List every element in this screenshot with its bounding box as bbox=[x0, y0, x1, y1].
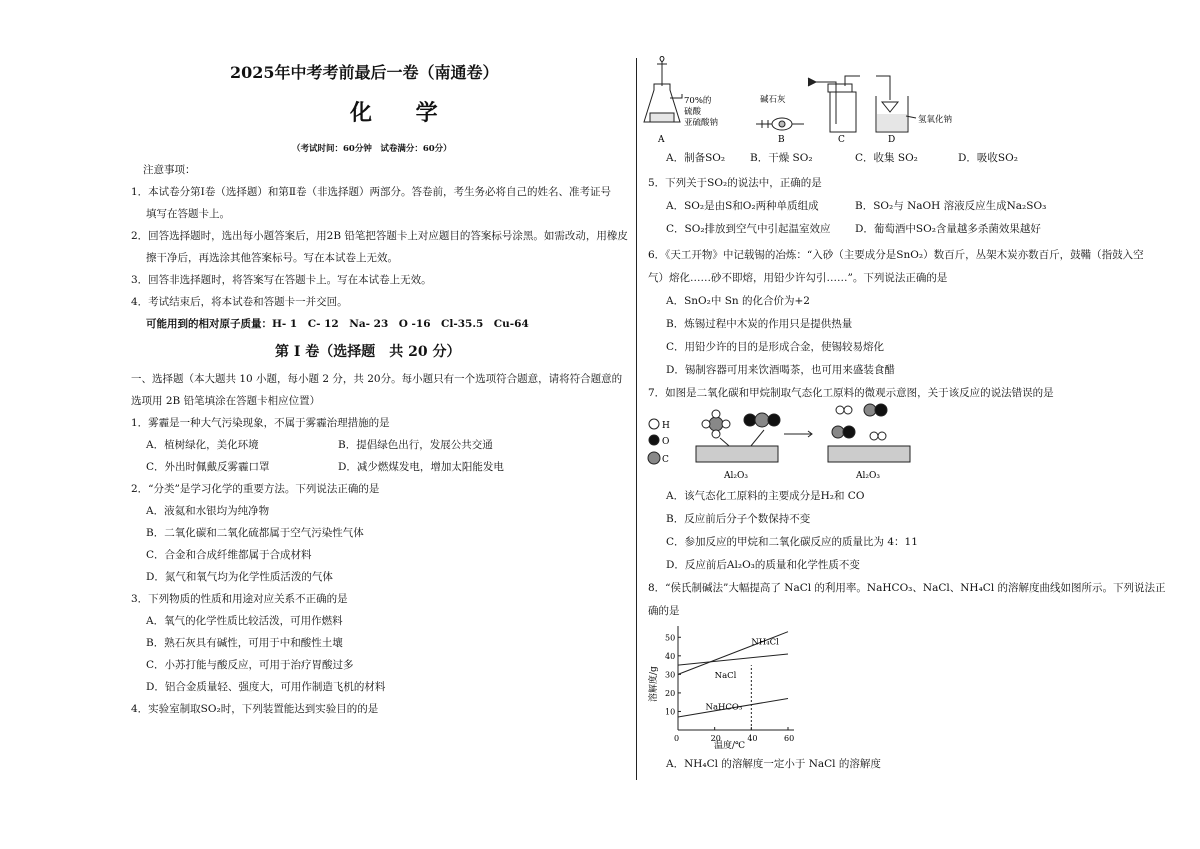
option: A．液氦和水银均为纯净物 bbox=[146, 505, 270, 517]
option: D．氮气和氧气均为化学性质活泼的气体 bbox=[146, 571, 333, 583]
exam-info: （考试时间：60分钟 试卷满分：60分） bbox=[292, 144, 452, 154]
question-stem: 确的是 bbox=[648, 605, 680, 617]
question-stem: 7．如图是二氧化碳和甲烷制取气态化工原料的微观示意图，关于该反应的说法错误的是 bbox=[648, 387, 1054, 399]
option: C．合金和合成纤维都属于合成材料 bbox=[146, 549, 312, 561]
question-stem: 3．下列物质的性质和用途对应关系不正确的是 bbox=[131, 593, 348, 605]
notes-heading: 注意事项： bbox=[143, 164, 196, 176]
section-intro: 选项用 2B 铅笔填涂在答题卡相应位置） bbox=[131, 395, 321, 407]
option: B．提倡绿色出行，发展公共交通 bbox=[338, 439, 493, 451]
catalyst-label: Al₂O₃ bbox=[724, 471, 748, 481]
option: B．反应前后分子个数保持不变 bbox=[666, 513, 811, 525]
fig-label: 碱石灰 bbox=[760, 95, 786, 105]
y-tick-label: 30 bbox=[665, 670, 676, 680]
series-label: NH₄Cl bbox=[751, 637, 779, 648]
option: D．减少燃煤发电，增加太阳能发电 bbox=[338, 461, 504, 473]
molecule-diagram bbox=[644, 402, 924, 486]
option: D．葡萄酒中SO₂含量越多杀菌效果越好 bbox=[855, 223, 1041, 235]
x-tick-label: 40 bbox=[747, 734, 758, 743]
option: B．SO₂与 NaOH 溶液反应生成Na₂SO₃ bbox=[855, 200, 1047, 212]
x-tick-label: 0 bbox=[674, 734, 680, 743]
apparatus-figure bbox=[640, 56, 980, 148]
fig-label: D bbox=[888, 135, 896, 145]
option: C．用铅少许的目的是形成合金，使锡较易熔化 bbox=[666, 341, 885, 353]
fig-label: A bbox=[658, 135, 665, 145]
fig-label: 70%的 bbox=[684, 96, 712, 106]
option: C．SO₂排放到空气中引起温室效应 bbox=[666, 223, 831, 235]
option: A．NH₄Cl 的溶解度一定小于 NaCl 的溶解度 bbox=[666, 758, 881, 770]
fig-label: 氢氧化钠 bbox=[918, 115, 953, 125]
question-stem: 8．“侯氏制碱法”大幅提高了 NaCl 的利用率。NaHCO₃、NaCl、NH₄Cl 的溶解度曲线如图所示。下列说法正 bbox=[648, 582, 1166, 594]
option: D．锡制容器可用来饮酒喝茶，也可用来盛装食醋 bbox=[666, 364, 895, 376]
question-stem: 6．《天工开物》中记载锡的冶炼：“入砂（主要成分是SnO₂）数百斤，丛架木炭亦数百斤，鼓鞴（指鼓入空 bbox=[648, 249, 1144, 261]
question-stem: 4．实验室制取SO₂时，下列装置能达到实验目的的是 bbox=[131, 703, 379, 715]
option: D．吸收SO₂ bbox=[958, 152, 1018, 164]
legend-label: H bbox=[662, 421, 670, 431]
section-intro: 一、选择题（本大题共 10 小题，每小题 2 分，共 20分。每小题只有一个选项符合题意，请将符合题意的 bbox=[131, 373, 623, 385]
question-stem: 2．“分类”是学习化学的重要方法。下列说法正确的是 bbox=[131, 483, 380, 495]
question-stem: 5．下列关于SO₂的说法中，正确的是 bbox=[648, 177, 822, 189]
fig-label: B bbox=[778, 135, 785, 145]
option: D．反应前后Al₂O₃的质量和化学性质不变 bbox=[666, 559, 860, 571]
option: C．收集 SO₂ bbox=[855, 152, 918, 164]
question-stem: 气）熔化……砂不即熔，用铅少许勾引……”。下列说法正确的是 bbox=[648, 272, 948, 284]
subject-title: 化 学 bbox=[350, 100, 456, 126]
y-axis-label: 溶解度/g bbox=[649, 666, 659, 702]
catalyst-label: Al₂O₃ bbox=[856, 471, 880, 481]
option: B．熟石灰具有碱性，可用于中和酸性土壤 bbox=[146, 637, 343, 649]
fig-label: C bbox=[838, 135, 845, 145]
series-label: NaCl bbox=[714, 671, 737, 682]
option: C．参加反应的甲烷和二氧化碳反应的质量比为 4：11 bbox=[666, 536, 918, 548]
x-tick-label: 60 bbox=[784, 734, 795, 743]
series-line bbox=[678, 654, 788, 665]
option: B．二氧化碳和二氧化硫都属于空气污染性气体 bbox=[146, 527, 364, 539]
note-item: 1．本试卷分第Ⅰ卷（选择题）和第Ⅱ卷（非选择题）两部分。答卷前，考生务必将自己的姓名、准考证号 bbox=[131, 186, 611, 198]
y-tick-label: 40 bbox=[665, 651, 676, 661]
note-item: 4．考试结束后，将本试卷和答题卡一并交回。 bbox=[131, 296, 348, 308]
page-title: 2025年中考考前最后一卷（南通卷） bbox=[230, 63, 499, 82]
y-tick-label: 20 bbox=[665, 688, 676, 698]
note-item: 填写在答题卡上。 bbox=[146, 208, 230, 220]
atomic-masses: 可能用到的相对原子质量：H- 1 C- 12 Na- 23 O -16 Cl-35.5 Cu-64 bbox=[146, 318, 529, 330]
fig-label: 硫酸 bbox=[684, 107, 702, 117]
option: A．SO₂是由S和O₂两种单质组成 bbox=[666, 200, 819, 212]
column-divider bbox=[636, 58, 637, 780]
option: A．植树绿化，美化环境 bbox=[146, 439, 259, 451]
x-tick-label: 20 bbox=[710, 734, 721, 743]
option: B．炼锡过程中木炭的作用只是提供热量 bbox=[666, 318, 853, 330]
option: C．外出时佩戴反雾霾口罩 bbox=[146, 461, 270, 473]
option: A．氧气的化学性质比较活泼，可用作燃料 bbox=[146, 615, 343, 627]
option: A．SnO₂中 Sn 的化合价为+2 bbox=[666, 295, 810, 307]
y-tick-label: 10 bbox=[665, 707, 676, 717]
legend-label: C bbox=[662, 455, 669, 465]
section-heading: 第 I 卷（选择题 共 20 分） bbox=[275, 344, 461, 360]
option: D．铝合金质量轻、强度大，可用作制造飞机的材料 bbox=[146, 681, 386, 693]
note-item: 3．回答非选择题时，将答案写在答题卡上。写在本试卷上无效。 bbox=[131, 274, 432, 286]
series-label: NaHCO₃ bbox=[705, 702, 743, 713]
x-axis-label: 温度/℃ bbox=[714, 741, 746, 751]
legend-label: O bbox=[662, 437, 670, 447]
fig-label: 亚硫酸钠 bbox=[684, 118, 719, 128]
option: A．制备SO₂ bbox=[666, 152, 726, 164]
option: A．该气态化工原料的主要成分是H₂和 CO bbox=[666, 490, 865, 502]
solubility-chart bbox=[644, 622, 804, 752]
y-tick-label: 50 bbox=[665, 633, 676, 643]
note-item: 2．回答选择题时，选出每小题答案后，用2B 铅笔把答题卡上对应题目的答案标号涂黑。如需改动，用橡皮 bbox=[131, 230, 628, 242]
question-stem: 1．雾霾是一种大气污染现象，不属于雾霾治理措施的是 bbox=[131, 417, 390, 429]
option: B．干燥 SO₂ bbox=[750, 152, 813, 164]
note-item: 擦干净后，再选涂其他答案标号。写在本试卷上无效。 bbox=[146, 252, 398, 264]
option: C．小苏打能与酸反应，可用于治疗胃酸过多 bbox=[146, 659, 354, 671]
